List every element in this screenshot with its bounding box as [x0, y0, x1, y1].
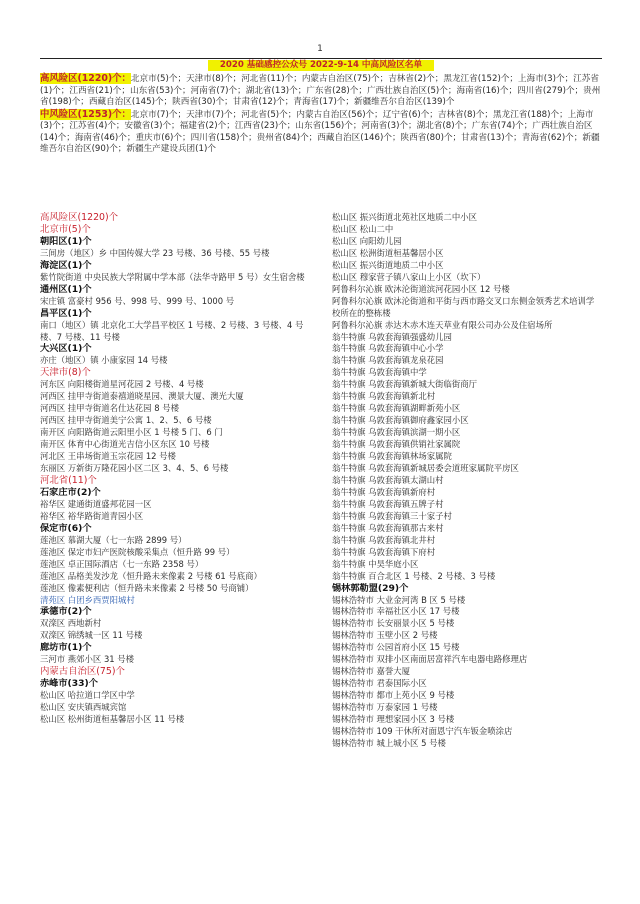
- right-column: [332, 212, 602, 750]
- list-item: 裕华区 裕华路街道青园小区: [40, 510, 144, 521]
- list-item: 紫竹院街道 中央民族大学附属中学本部（法华寺路甲 5 号）女生宿舍楼: [40, 271, 305, 282]
- list-item: 翁牛特旗 中昊华庭小区: [332, 558, 419, 569]
- list-item: 翁牛特旗 乌敦套海镇五牌子村: [332, 498, 444, 509]
- list-item: 南口（地区）镇 北京化工大学昌平校区 1 号楼、2 号楼、3 号楼、4 号楼、7 号楼、11 号楼: [40, 319, 304, 342]
- region-heading: 大兴区(1)个: [40, 343, 92, 355]
- list-item: 莲池区 品格美发沙龙（恒升路未来像素 2 号楼 61 号底商）: [40, 570, 262, 581]
- medium-risk-summary-label: 中风险区(1253)个：: [40, 108, 131, 120]
- list-item: 锡林浩特市 城上城小区 5 号楼: [332, 737, 446, 748]
- list-item: 双滦区 西地新村: [40, 618, 102, 629]
- list-item: 翁牛特旗 百合北区 1 号楼、2 号楼、3 号楼: [332, 570, 496, 581]
- section-heading: 高风险区(1220)个: [40, 212, 119, 223]
- region-heading: 承德市(2)个: [40, 606, 92, 618]
- region-heading: 石家庄市(2)个: [40, 486, 101, 498]
- list-item: 锡林浩特市 万泰家园 1 号楼: [332, 702, 438, 713]
- list-item: 河西区 挂甲寺街道名仕达花园 8 号楼: [40, 403, 179, 414]
- list-item: 三间房（地区）乡 中国传媒大学 23 号楼、36 号楼、55 号楼: [40, 247, 270, 258]
- list-item: 翁牛特旗 乌敦套海镇三十家子村: [332, 510, 452, 521]
- section-heading: 天津市(8)个: [40, 367, 91, 379]
- list-item: 锡林浩特市 幸福社区小区 17 号楼: [332, 606, 460, 617]
- region-heading: 锡林郭勒盟(29)个: [332, 582, 409, 594]
- section-heading: 河北省(11)个: [40, 474, 97, 486]
- section-heading: 北京市(5)个: [40, 223, 91, 235]
- list-item: 翁牛特旗 乌敦套海镇供销社家属院: [332, 439, 461, 450]
- list-item: 莲池区 慕湖大厦（七一东路 2899 号）: [40, 534, 187, 545]
- list-item: 翁牛特旗 乌敦套海镇新城大街临街商厅: [332, 379, 478, 390]
- left-column: [40, 212, 310, 726]
- list-item: 莲池区 保定市妇产医院核酸采集点（恒升路 99 号）: [40, 546, 235, 557]
- region-heading: 朝阳区(1)个: [40, 235, 92, 247]
- list-item: 翁牛特旗 乌敦套海镇强盛幼儿园: [332, 331, 452, 342]
- list-item: 翁牛特旗 乌敦套海镇中心小学: [332, 343, 444, 354]
- list-item: 锡林浩特市 玉壁小区 2 号楼: [332, 630, 438, 641]
- list-item: 翁牛特旗 乌敦套海镇北井村: [332, 534, 436, 545]
- list-item: 松山区 松洲街道桓基馨居小区: [332, 247, 444, 258]
- list-item: 松山区 向阳幼儿园: [332, 235, 402, 246]
- high-risk-summary-label: 高风险区(1220)个：: [40, 73, 131, 84]
- list-item: 松山区 松州街道桓基馨居小区 11 号楼: [40, 714, 185, 725]
- list-item: 阿鲁科尔沁旗 欧沐沦街道滨河花园小区 12 号楼: [332, 283, 510, 294]
- list-item: 双滦区 锦绣城一区 11 号楼: [40, 630, 143, 641]
- list-item: 翁牛特旗 乌敦套海镇那古来村: [332, 522, 444, 533]
- list-item: 翁牛特旗 乌敦套海镇御府鑫家园小区: [332, 415, 469, 426]
- list-item: 河西区 挂甲寺街道泰禧道晓星园、澳景大厦、澳光大厦: [40, 391, 244, 402]
- list-item: 宋庄镇 富豪村 956 号、998 号、999 号、1000 号: [40, 295, 235, 306]
- region-heading: 保定市(6)个: [40, 522, 92, 534]
- list-item: 翁牛特旗 乌敦套海镇太湖山村: [332, 474, 444, 485]
- list-item: 南开区 体育中心街道光吉信小区东区 10 号楼: [40, 439, 210, 450]
- list-item: 翁牛特旗 乌敦套海镇新北村: [332, 391, 436, 402]
- list-item: 翁牛特旗 乌敦套海镇湖畔新苑小区: [332, 403, 461, 414]
- high-risk-summary-text: 北京市(5)个；天津市(8)个；河北省(11)个；内蒙古自治区(75)个；吉林省(2)个；黑龙江省(152)个；上海市(3)个；江苏省(1)个；江西省(21)个；山东省(53)个；河南省(7)个；湖北省(13)个；广东省(28)个；广西壮族自治区(5)个；海南省(16)个；四川省(279)个；贵州省(198)个；西藏自治区(145)个；陕西省(30)个；甘肃省(12)个；青海省(17)个；新疆维吾尔自治区(139)个: [40, 74, 601, 108]
- list-item: 锡林浩特市 理想家园小区 3 号楼: [332, 714, 455, 725]
- list-item: 松山区 哈拉道口学区中学: [40, 690, 135, 701]
- list-item: 东丽区 万新街万隆花园小区二区 3、4、5、6 号楼: [40, 463, 229, 474]
- region-heading: 昌平区(1)个: [40, 307, 92, 319]
- list-item: 河东区 向阳楼街道星河花园 2 号楼、4 号楼: [40, 379, 204, 390]
- list-item: 翁牛特旗 乌敦套海镇中学: [332, 367, 427, 378]
- list-item: 三河市 燕郊小区 31 号楼: [40, 654, 135, 665]
- list-item: 阿鲁科尔沁旗 赤达木赤木连天草业有限公司办公及住宿场所: [332, 319, 553, 330]
- list-item: 锡林浩特市 双排小区南面居富祥汽车电器电路修理店: [332, 654, 528, 665]
- section-heading: 内蒙古自治区(75)个: [40, 666, 125, 678]
- header-rule: [40, 58, 602, 59]
- list-item: 南开区 向阳路街道云阳里小区 1 号楼 5 门、6 门: [40, 427, 223, 438]
- list-item: 松山区 振兴街道地质二中小区: [332, 259, 444, 270]
- page-number: 1: [317, 44, 323, 54]
- list-item: 莲池区 像素便利店（恒升路未来像素 2 号楼 50 号商铺）: [40, 582, 254, 593]
- list-item: 锡林浩特市 君泰国际小区: [332, 678, 427, 689]
- list-item: 锡林浩特市 公园首府小区 15 号楼: [332, 642, 460, 653]
- list-item: 河北区 王串场街道玉宗花园 12 号楼: [40, 451, 176, 462]
- list-item: 翁牛特旗 乌敦套海镇新府村: [332, 486, 436, 497]
- region-heading: 赤峰市(33)个: [40, 678, 98, 690]
- region-heading: 海淀区(1)个: [40, 259, 92, 271]
- list-item: 清苑区 白团乡西贾阳城村: [40, 594, 135, 605]
- region-heading: 廊坊市(1)个: [40, 642, 92, 654]
- list-item: 松山区 穆家营子镇八家山上小区（坎下）: [332, 271, 486, 282]
- list-item: 翁牛特旗 乌敦套海镇下府村: [332, 546, 436, 557]
- list-item: 阿鲁科尔沁旗 欧沐沦街道和平街与西市路交叉口东侧金领秀艺术培训学校所在的整栋楼: [332, 295, 595, 318]
- list-item: 松山区 振兴街道北苑社区地质二中小区: [332, 212, 478, 222]
- list-item: 亦庄（地区）镇 小康家园 14 号楼: [40, 355, 168, 366]
- list-item: 裕华区 建通街道盛邦花园一区: [40, 498, 152, 509]
- list-item: 翁牛特旗 乌敦套海镇林场家属院: [332, 451, 452, 462]
- document-title: 2020 基础感控公众号 2022-9-14 中高风险区名单: [208, 60, 434, 71]
- list-item: 锡林浩特市 都市上苑小区 9 号楼: [332, 690, 455, 701]
- list-item: 锡林浩特市 109 干休所对面恩宁汽车钣金喷涂店: [332, 725, 513, 736]
- region-heading: 通州区(1)个: [40, 283, 92, 295]
- list-item: 锡林浩特市 嘉誉大厦: [332, 666, 411, 677]
- summary-block: [40, 73, 602, 156]
- list-item: 松山区 安庆镇西城宾馆: [40, 702, 127, 713]
- medium-risk-summary-text: 北京市(7)个；天津市(7)个；河北省(5)个；内蒙古自治区(56)个；辽宁省(6)个；吉林省(8)个；黑龙江省(188)个；上海市(3)个；江苏省(4)个；安徽省(3)个；福建省(2)个；江西省(23)个；山东省(156)个；河南省(3)个；湖北省(8)个；广东省(74)个；广西壮族自治区(14)个；海南省(46)个；重庆市(6)个；四川省(158)个；贵州省(84)个；西藏自治区(146)个；陕西省(80)个；甘肃省(13)个；青海省(62)个；新疆维吾尔自治区(90)个；新疆生产建设兵团(1)个: [40, 109, 600, 155]
- list-item: 莲池区 卓正国际酒店（七一东路 2358 号）: [40, 558, 204, 569]
- list-item: 松山区 松山二中: [332, 223, 394, 234]
- list-item: 翁牛特旗 乌敦套海镇滨湖一期小区: [332, 427, 461, 438]
- list-item: 翁牛特旗 乌敦套海镇新城居委会道班家属院平房区: [332, 463, 519, 474]
- list-item: 锡林浩特市 长安丽景小区 5 号楼: [332, 618, 455, 629]
- list-item: 锡林浩特市 大业金河湾 B 区 5 号楼: [332, 594, 466, 605]
- list-item: 河西区 挂甲寺街道美宁公寓 1、2、5、6 号楼: [40, 415, 212, 426]
- list-item: 翁牛特旗 乌敦套海镇龙泉花园: [332, 355, 444, 366]
